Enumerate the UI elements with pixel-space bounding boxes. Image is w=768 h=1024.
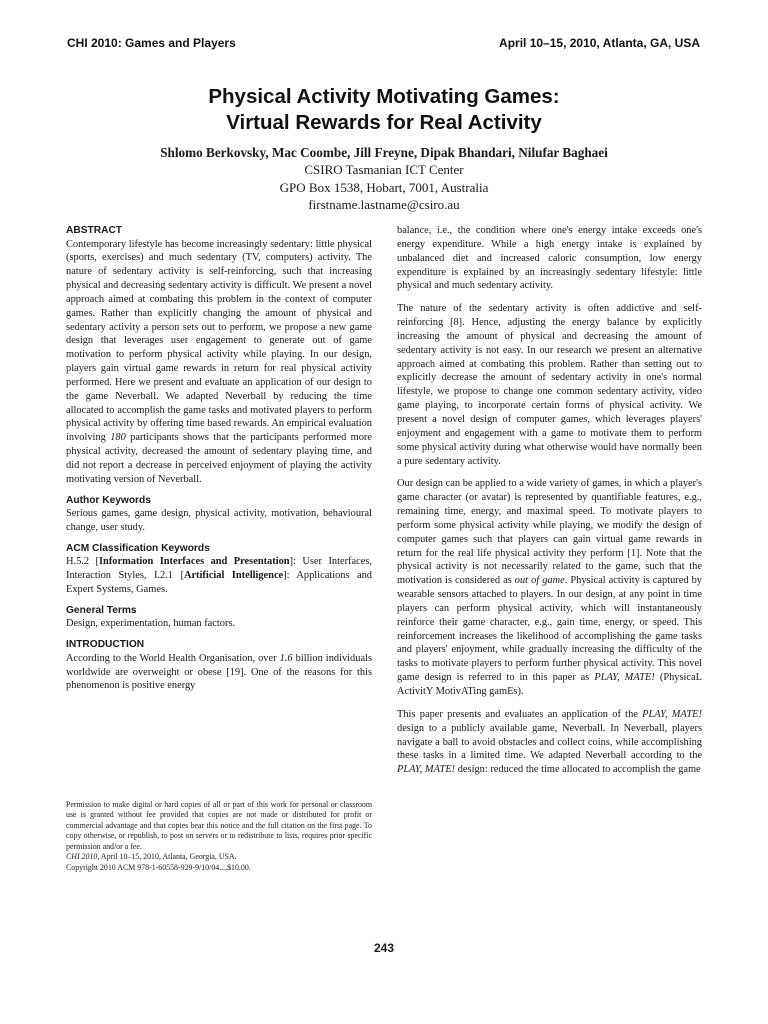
abstract-text-part: participants shows that the participants performed more physical activity, decreased the amount of sedentary playing time, and did not report a decrease in perceived enjoyment of playing the activity motivating version of Neverball. (66, 432, 372, 485)
intro-text-part: billion individuals worldwide are overweight or obese [19]. One of the reasons for this phenomenon is positive energy (66, 652, 372, 692)
acm-category-2: Artificial Intelligence (183, 570, 284, 582)
body-paragraph-3 (397, 477, 702, 699)
running-header-right: April 10–15, 2010, Atlanta, GA, USA (499, 36, 700, 50)
paper-title (0, 84, 768, 136)
conference-details: April 10–15, 2010, Atlanta, Georgia, USA. (99, 852, 237, 862)
acm-text-part: ]: User Interfaces, Interaction Styles, I.2.1 [ (66, 556, 372, 582)
introduction-heading: INTRODUCTION (66, 639, 145, 651)
permission-block (66, 800, 372, 873)
running-header-left: CHI 2010: Games and Players (67, 36, 236, 50)
affiliation-email: firstname.lastname@csiro.au (308, 197, 460, 212)
permission-text: Permission to make digital or hard copies of all or part of this work for personal or classroom use is granted without fee provided that copies are not made or distributed for profit or commercial advantage and that copies bear this notice and the full citation on the first page. To copy otherwise, or republish, to post on servers or to redistribute to lists, requires prior specific permission and/or a fee. (66, 800, 372, 851)
design-name: PLAY, MATE! (397, 764, 456, 776)
right-column (397, 224, 702, 777)
acm-category-1: Information Interfaces and Presentation (99, 556, 290, 568)
abstract-text-part: Contemporary lifestyle has become increasingly sedentary: little physical (sports, exercises) and much sedentary (TV, computers) activity. The nature of sedentary activity is self-reinforcing, such that increasing physical and decreasing sedentary activity is difficult. We present a novel approach aimed at combating this problem in the context of computer games. Rather than explicitly changing the amount of physical and sedentary activity a person sets out to perform, we propose a new game design that leverages user engagement to generate out of game motivation to perform physical activity while playing. In our design, players gain virtual game rewards in return for real physical activity performed. Here we present and evaluate an application of our design to the game Neverball. We adapted Neverball by reducing the time allocated to accomplish the game tasks and motivated players to perform physical activity by offering time based rewards. An empirical evaluation involving (66, 238, 372, 444)
left-column (66, 224, 372, 693)
design-name: PLAY, MATE! (642, 708, 702, 720)
affiliation-institution: CSIRO Tasmanian ICT Center (304, 162, 464, 177)
design-name: PLAY, MATE! (594, 672, 655, 684)
body-text-part: design: reduced the time allocated to accomplish the game (455, 764, 701, 776)
emphasis-out-of-game: out of game (514, 575, 565, 587)
acm-text-part: H.5.2 [ (66, 556, 99, 568)
conference-name: CHI 2010, (66, 852, 100, 862)
affiliation (0, 161, 768, 214)
abstract-heading: ABSTRACT (66, 225, 123, 236)
body-text-part: This paper presents and evaluates an application of the (397, 708, 643, 720)
title-line-2: Virtual Rewards for Real Activity (226, 111, 542, 134)
body-text-part: Our design can be applied to a wide variety of games, in which a player's game character (or avatar) is represented by quantifiable features, e.g., remaining time, energy, and maximal speed. To motivate players to perform some physical activity while playing, we modify the design of computer games such that players can gain virtual game rewards in return for the real life physical activity they perform [1]. Note that the physical activity is not necessarily related to the game, such that the motivation is considered as (397, 478, 702, 587)
abstract-text (66, 238, 372, 487)
title-line-1: Physical Activity Motivating Games: (208, 85, 560, 108)
intro-text-part: According to the World Health Organisation, over (66, 652, 280, 664)
author-list: Shlomo Berkovsky, Mac Coombe, Jill Freyne, Dipak Bhandari, Nilufar Baghaei (160, 145, 608, 160)
acm-keywords-heading: ACM Classification Keywords (66, 542, 210, 554)
body-paragraph-2: The nature of the sedentary activity is often addictive and self-reinforcing [8]. Hence, adjusting the energy balance by explicitly increasing the amount of physical and decreasing the amount of sedentary activity is not easy. In our research we present an alternative approach aimed at combating this problem. Rather than setting out to explicitly decrease the amount of sedentary activity in one's normal lifestyle, we propose to change one common sedentary activity, video game playing, to incorporate certain forms of physical activity. We present a novel design of computer games, which leverages players' enjoyment and engagement with a game to motivate them to perform some physical activity during what otherwise would have normally been a pure sedentary activity. (397, 303, 702, 467)
general-terms-text: Design, experimentation, human factors. (66, 618, 236, 630)
conference-line (66, 852, 372, 862)
general-terms-heading: General Terms (66, 604, 137, 616)
page-number: 243 (373, 941, 395, 955)
body-text-part: . Physical activity is captured by wearable sensors attached to players. In our design, at any point in time players can perform physical activity, which will instantaneously reinforce their game character, e.g., gain time, energy, or speed. This reinforcement increases the likelihood of accomplishing the game tasks and players' enjoyment, while gradually increasing the difficulty of the tasks to motivate players to perform further physical activity. This novel game design is referred to in this paper as (397, 575, 702, 684)
copyright-line: Copyright 2010 ACM 978-1-60558-929-9/10/04....$10.00. (66, 862, 251, 872)
introduction-text (66, 652, 372, 694)
author-keywords-text: Serious games, game design, physical activity, motivation, behavioural change, user study. (66, 508, 372, 534)
body-text-part: design to a publicly available game, Neverball. In Neverball, players navigate a ball to avoid obstacles and collect coins, while accomplishing these tasks in a limited time. We adapted Neverball according to the (397, 722, 702, 762)
author-keywords-heading: Author Keywords (66, 494, 151, 506)
acm-keywords-text (66, 555, 372, 597)
body-paragraph-1: balance, i.e., the condition where one's energy intake exceeds one's energy expenditure. While a high energy intake is explained by unbalanced diet and increased caloric consumption, low energy expenditure is explained by an increasingly sedentary lifestyle: little physical and much sedentary activity. (397, 225, 702, 292)
body-paragraph-4 (397, 708, 702, 777)
affiliation-address: GPO Box 1538, Hobart, 7001, Australia (279, 179, 489, 195)
intro-statistic: 1.6 (279, 652, 293, 664)
body-text-part: (PhysicaL ActivitY MotivATing gamEs). (397, 672, 703, 697)
acm-text-part: ]: Applications and Expert Systems, Games. (66, 570, 372, 596)
abstract-participant-count: 180 (110, 432, 126, 444)
